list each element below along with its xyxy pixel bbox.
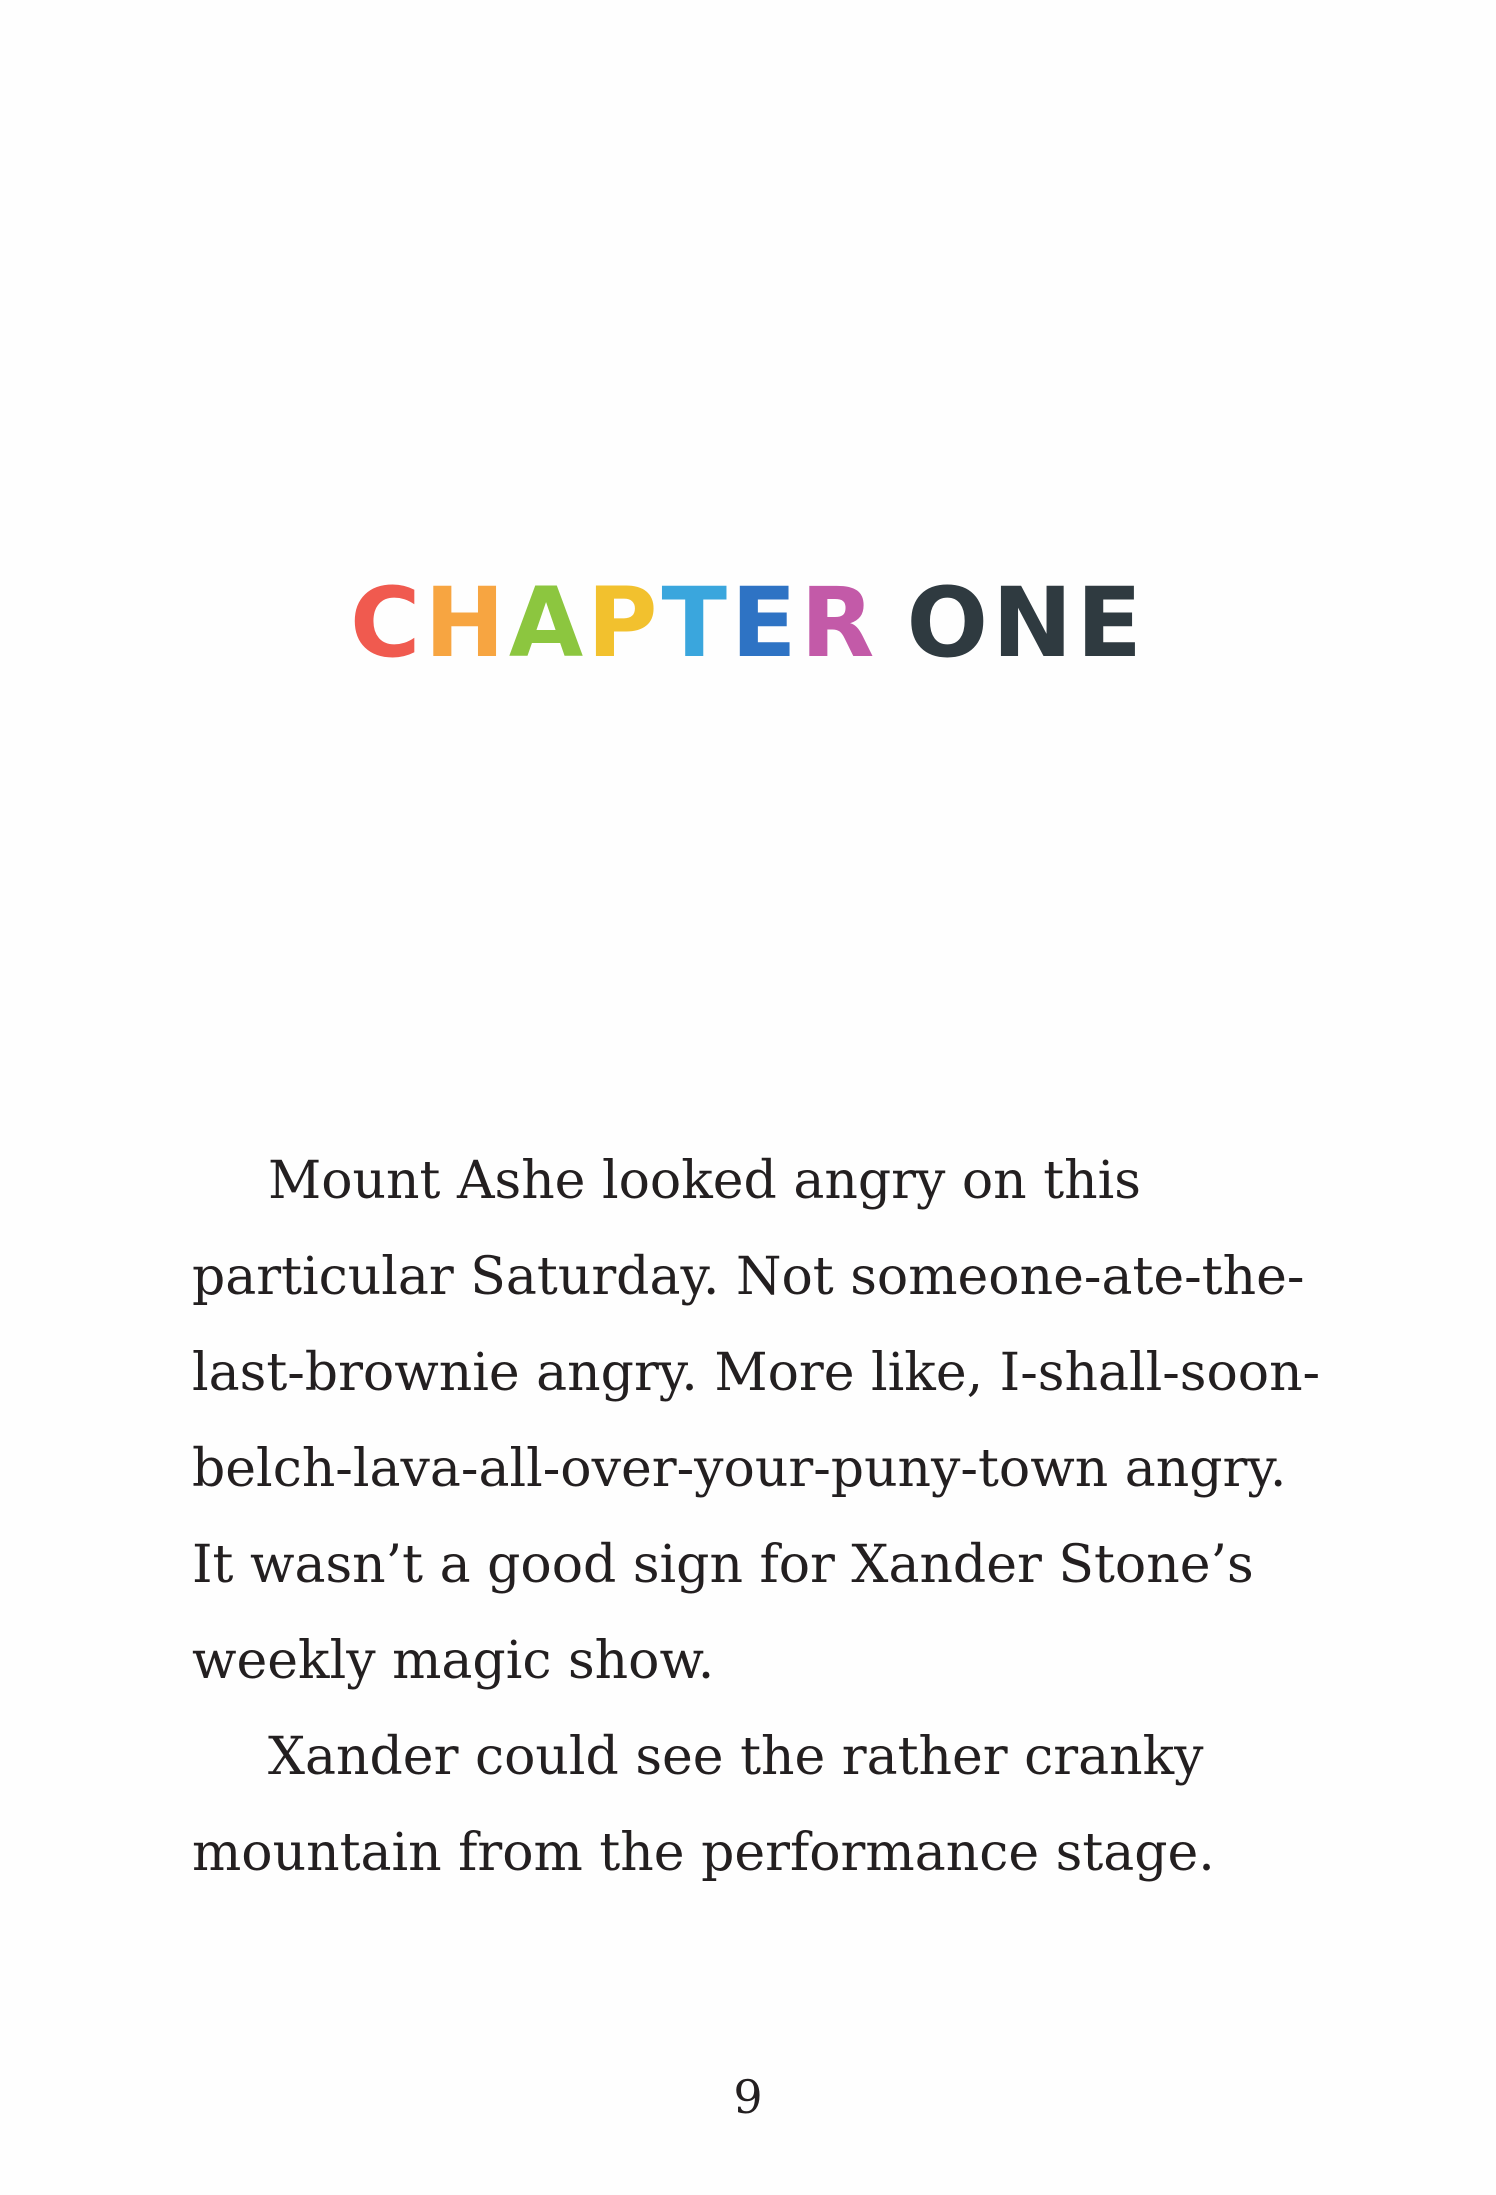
heading-letter: R	[800, 567, 879, 679]
heading-letter: P	[587, 567, 662, 679]
page-number: 9	[733, 2070, 763, 2124]
heading-letter: N	[992, 567, 1077, 679]
paragraph	[192, 1133, 1322, 1709]
paragraph	[192, 1709, 1322, 1901]
heading-letter: T	[661, 567, 731, 679]
text-line: belch-lava-all-over-your-puny-town angry.	[192, 1439, 1287, 1499]
heading-letter: C	[350, 567, 425, 679]
text-line: particular Saturday. Not someone-ate-the-	[192, 1247, 1305, 1307]
text-line: It wasn’t a good sign for Xander Stone’s	[192, 1535, 1254, 1595]
body-text	[192, 1133, 1322, 1901]
heading-letter: H	[424, 567, 509, 679]
chapter-word	[350, 567, 879, 679]
heading-letter: O	[906, 567, 993, 679]
chapter-number-word	[906, 567, 1146, 679]
text-line: mountain from the performance stage.	[192, 1823, 1215, 1883]
text-line: Mount Ashe looked angry on this	[268, 1151, 1141, 1211]
chapter-heading	[0, 567, 1496, 679]
heading-letter: A	[508, 567, 588, 679]
text-line: last-brownie angry. More like, I-shall-soon-	[192, 1343, 1321, 1403]
heading-letter: E	[730, 567, 801, 679]
text-line: weekly magic show.	[192, 1631, 715, 1691]
text-line: Xander could see the rather cranky	[268, 1727, 1204, 1787]
heading-letter: E	[1076, 567, 1146, 679]
